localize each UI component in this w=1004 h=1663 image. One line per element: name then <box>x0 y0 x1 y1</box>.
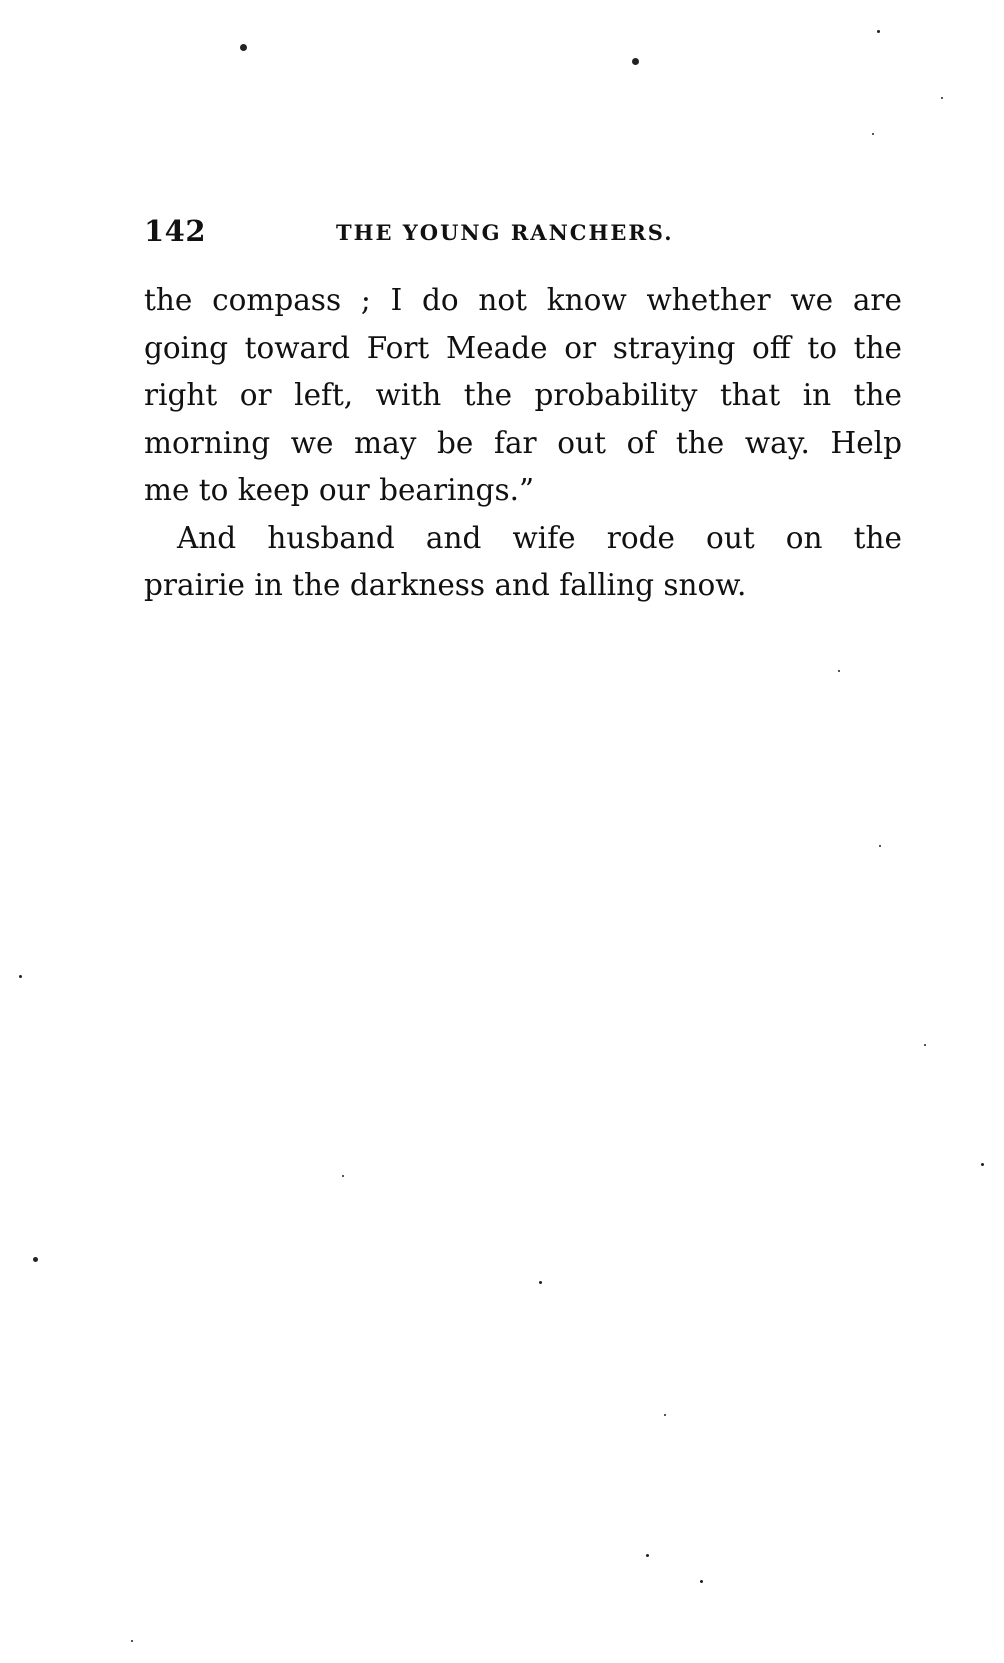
text-line: And husband and wife rode out on the <box>177 520 902 555</box>
scan-speck <box>924 1044 926 1046</box>
scan-speck <box>342 1175 344 1177</box>
scan-speck <box>664 1414 666 1416</box>
text-line: the compass ; I do not know whether we are <box>144 283 902 317</box>
text-line: morning we may be far out of the way. Help <box>144 425 902 460</box>
scan-speck <box>877 30 880 33</box>
page-number: 142 <box>144 214 207 248</box>
text-line: right or left, with the probability that in the <box>144 378 902 412</box>
scan-speck <box>700 1580 703 1583</box>
scan-speck <box>240 44 247 51</box>
text-line: prairie in the darkness and falling snow. <box>144 568 747 602</box>
scan-speck <box>941 97 943 99</box>
scan-speck <box>539 1281 542 1284</box>
scan-speck <box>131 1640 133 1642</box>
scan-speck <box>872 133 874 135</box>
page-header <box>144 214 904 254</box>
scan-speck <box>632 58 639 65</box>
scan-speck <box>879 845 881 847</box>
text-line: going toward Fort Meade or straying off to the <box>144 330 902 365</box>
scan-speck <box>19 975 22 978</box>
text-line: me to keep our bearings.” <box>144 473 535 507</box>
scan-speck <box>838 670 840 672</box>
scan-speck <box>33 1257 38 1262</box>
scan-speck <box>646 1554 649 1557</box>
scan-speck <box>981 1163 984 1166</box>
running-title: THE YOUNG RANCHERS. <box>336 220 674 245</box>
body-text <box>144 277 902 610</box>
